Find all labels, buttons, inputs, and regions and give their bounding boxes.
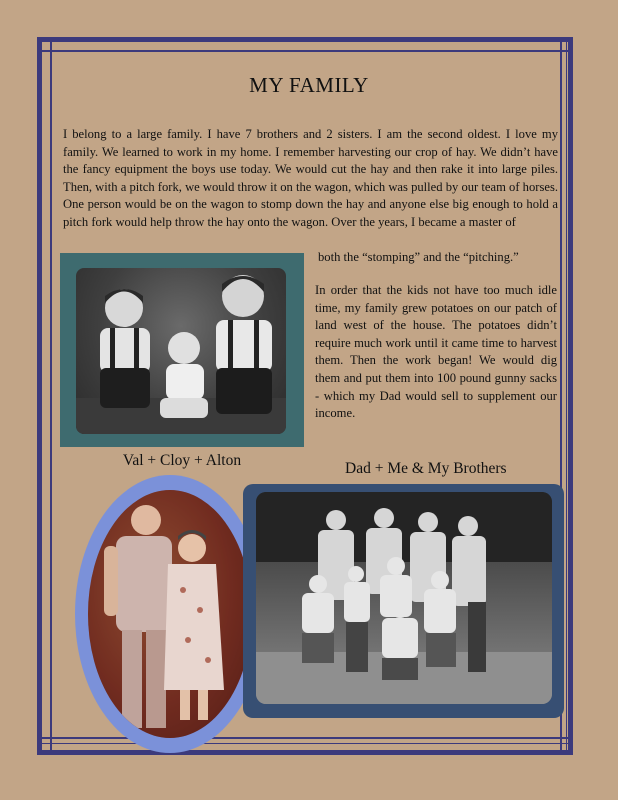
page-border-inner-left [50, 40, 52, 752]
photo-dad-and-brothers [256, 492, 552, 704]
caption-family-photo: Dad + Me & My Brothers [345, 460, 507, 477]
story-paragraph-2: In order that the kids not have too much idle time, my family grew potatoes on our patch of land west of the house. The potatoes didn’t require much work until it came time to harvest them. Then the work began! We would dig them and put them into 100 pound gunny sacks - which my Dad would sell to supplement our income. [315, 283, 557, 421]
page-border-inner-top [40, 50, 570, 52]
page-border-inner-right2 [566, 40, 567, 752]
photo-parents-illustration [88, 490, 252, 738]
story-paragraph-1-tail: both the “stomping” and the “pitching.” [318, 250, 519, 264]
photo-three-boys [76, 268, 286, 434]
story-paragraph-1: I belong to a large family. I have 7 brothers and 2 sisters. I am the second oldest. I love my family. We learned to work in my home. I remember harvesting our crop of hay. We didn’t have the fancy equipment the boys use today. We would cut the hay and then rake it into large piles. Then, with a pitch fork, we would throw it on the wagon, which was pulled by our team of horses. One person would be on the wagon to stomp down the hay and anyone else big enough to hold a pitch fork would help throw the hay onto the wagon. Over the years, I became a master of [63, 127, 558, 229]
photo-three-boys-illustration [76, 268, 286, 434]
caption-boys-photo: Val + Cloy + Alton [122, 452, 242, 469]
photo-parents-oval [88, 490, 252, 738]
page-title: MY FAMILY [249, 73, 369, 97]
page-border-inner-bottom2 [40, 743, 570, 744]
photo-dad-and-brothers-illustration [256, 492, 552, 704]
page-border-inner-bottom [40, 737, 570, 739]
